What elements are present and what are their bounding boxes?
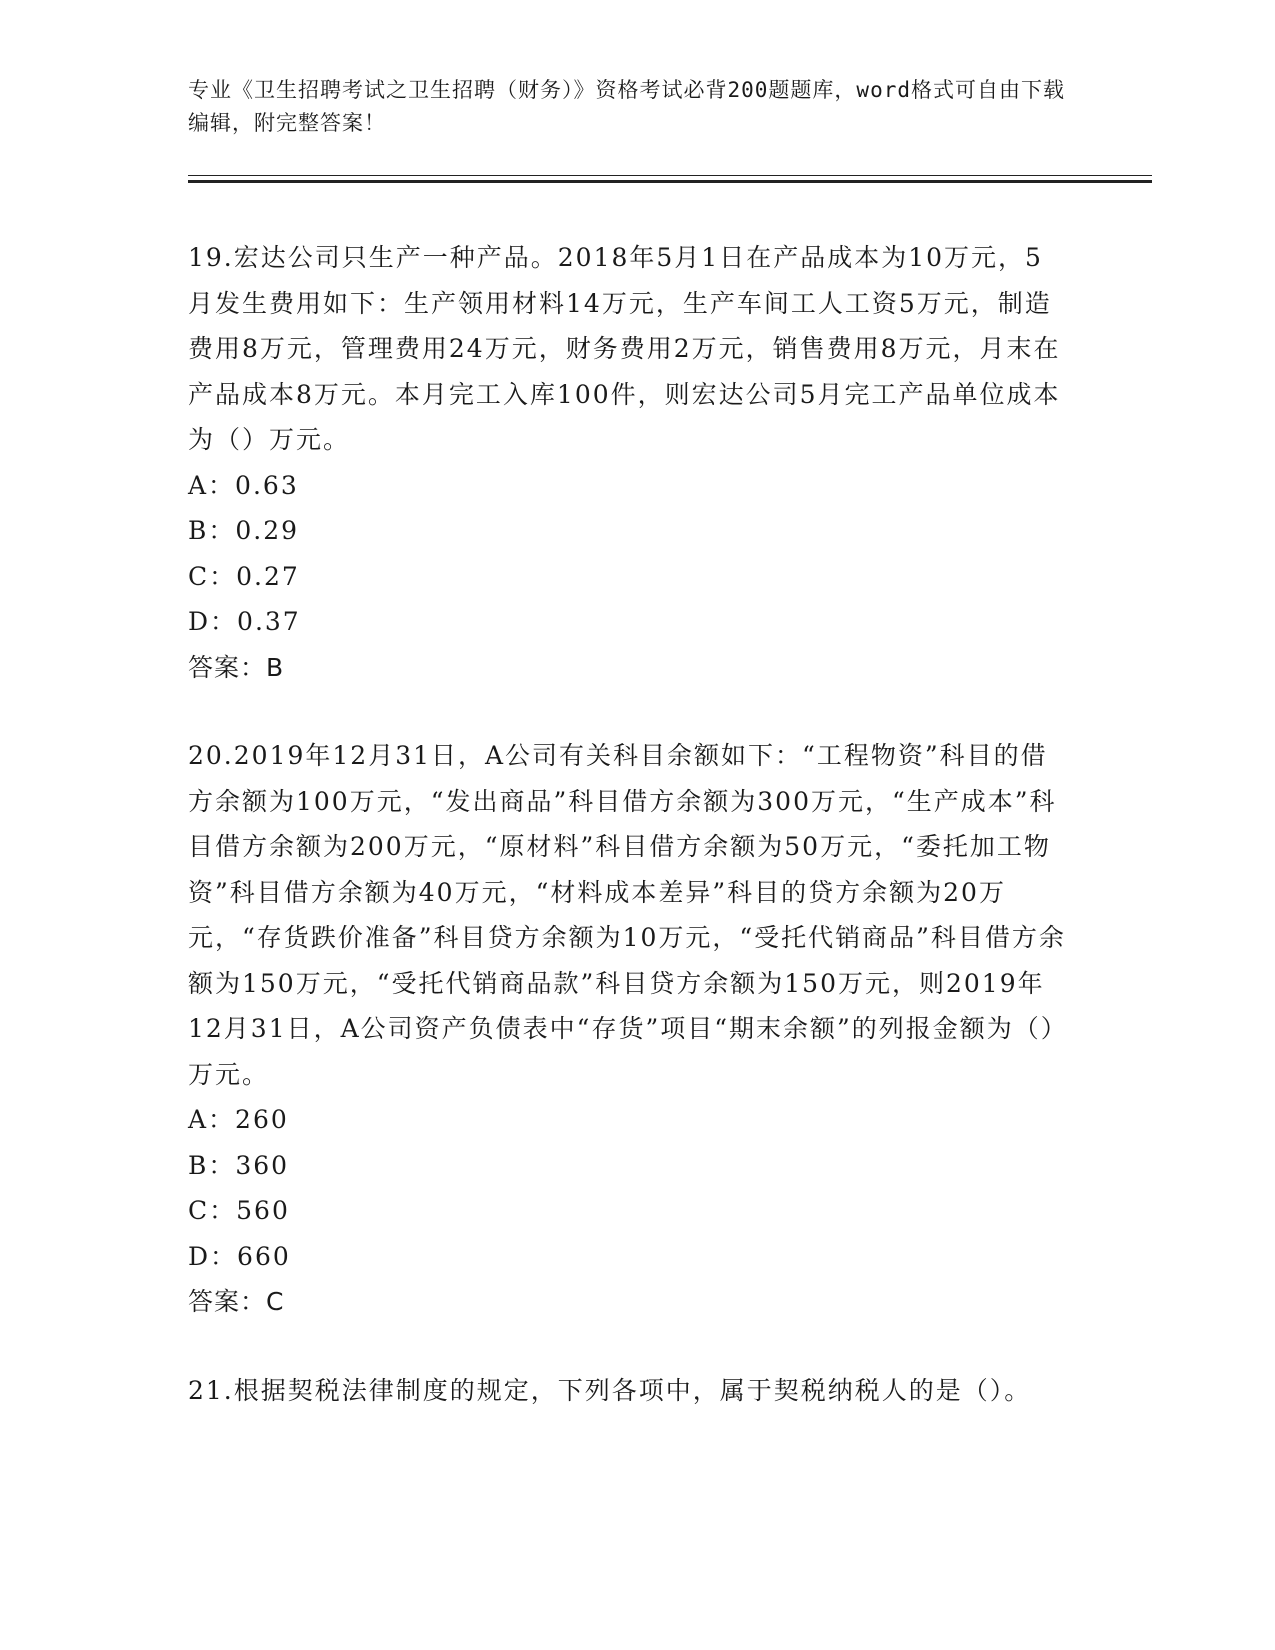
option-d: D：660 (188, 1241, 291, 1271)
option-c: C：0.27 (188, 561, 300, 591)
question-text: 19.宏达公司只生产一种产品。2018年5月1日在产品成本为10万元，5月发生费用如下：生产领用材料14万元，生产车间工人工资5万元，制造费用8万元，管理费用24万元，财务费用2万元，销售费用8万元，月末在产品成本8万元。本月完工入库100件，则宏达公司5月完工产品单位成本为（）万元。 (188, 243, 1061, 454)
option-d: D：0.37 (188, 607, 301, 636)
question-text: 21.根据契税法律制度的规定，下列各项中，属于契税纳税人的是（）。 (188, 1375, 1032, 1405)
question-list (188, 235, 1068, 1413)
question-spacer (188, 690, 1068, 733)
header-divider-thin (188, 175, 1152, 176)
answer-label: 答案：B (188, 652, 285, 682)
option-a: A：0.63 (188, 470, 299, 500)
question-21 (188, 1368, 1068, 1414)
answer-label: 答案：C (188, 1287, 285, 1316)
header-divider-thick (188, 180, 1152, 183)
question-19 (188, 235, 1068, 690)
document-header: 专业《卫生招聘考试之卫生招聘（财务）》资格考试必背200题题库，word格式可自由下载编辑，附完整答案！ (188, 78, 1065, 135)
option-b: B：0.29 (188, 516, 300, 545)
question-spacer (188, 1325, 1068, 1368)
option-b: B：360 (188, 1150, 290, 1180)
option-a: A：260 (188, 1105, 289, 1134)
question-20 (188, 733, 1068, 1325)
option-c: C：560 (188, 1196, 290, 1225)
question-text: 20.2019年12月31日，A公司有关科目余额如下：“工程物资”科目的借方余额为100万元，“发出商品”科目借方余额为300万元，“生产成本”科目借方余额为200万元，“原材料”科目借方余额为50万元，“委托加工物资”科目借方余额为40万元，“材料成本差异”科目的贷方余额为20万元，“存货跌价准备”科目贷方余额为10万元，“受托代销商品”科目借方余额为150万元，“受托代销商品款”科目贷方余额为150万元，则2019年12月31日，A公司资产负债表中“存货”项目“期末余额”的列报金额为（）万元。 (188, 741, 1068, 1089)
